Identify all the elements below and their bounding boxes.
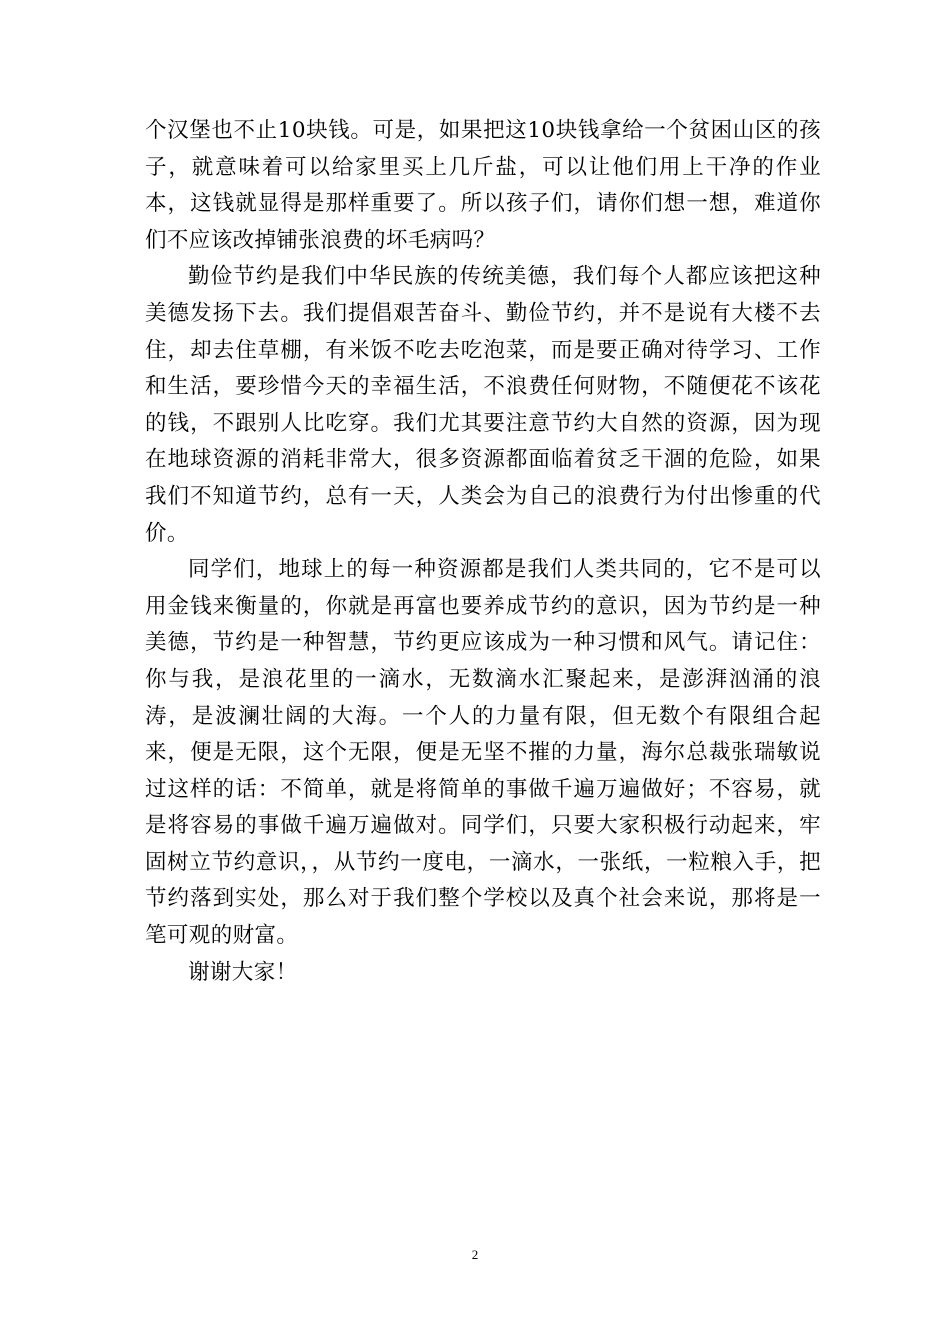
page-number: 2: [471, 1247, 479, 1262]
paragraph-resources: 同学们，地球上的每一种资源都是我们人类共同的，它不是可以用金钱来衡量的，你就是再富也要养成节约的意识，因为节约是一种美德，节约是一种智慧，节约更应该成为一种习惯和风气。请记住：你与我，是浪花里的一滴水，无数滴水汇聚起来，是澎湃汹涌的浪涛，是波澜壮阔的大海。一个人的力量有限，但无数个有限组合起来，便是无限，这个无限，便是无坚不摧的力量，海尔总裁张瑞敏说过这样的话：不简单，就是将简单的事做千遍万遍做好；不容易，就是将容易的事做千遍万遍做对。同学们，只要大家积极行动起来，牢固树立节约意识，，从节约一度电，一滴水，一张纸，一粒粮入手，把节约落到实处，那么对于我们整个学校以及真个社会来说，那将是一笔可观的财富。: [145, 557, 821, 949]
document-body: [145, 113, 821, 991]
paragraph-continuation: 个汉堡也不止10块钱。可是，如果把这10块钱拿给一个贫困山区的孩子，就意味着可以给家里买上几斤盐，可以让他们用上干净的作业本，这钱就显得是那样重要了。所以孩子们，请你们想一想，难道你们不应该改掉铺张浪费的坏毛病吗？: [145, 118, 821, 253]
paragraph-closing: 谢谢大家！: [188, 959, 298, 985]
paragraph-thrift-virtue: 勤俭节约是我们中华民族的传统美德，我们每个人都应该把这种美德发扬下去。我们提倡艰苦奋斗、勤俭节约，并不是说有大楼不去住，却去住草棚，有米饭不吃去吃泡菜，而是要正确对待学习、工作和生活，要珍惜今天的幸福生活，不浪费任何财物，不随便花不该花的钱，不跟别人比吃穿。我们尤其要注意节约大自然的资源，因为现在地球资源的消耗非常大，很多资源都面临着贫乏干涸的危险，如果我们不知道节约，总有一天，人类会为自己的浪费行为付出惨重的代价。: [145, 264, 821, 546]
